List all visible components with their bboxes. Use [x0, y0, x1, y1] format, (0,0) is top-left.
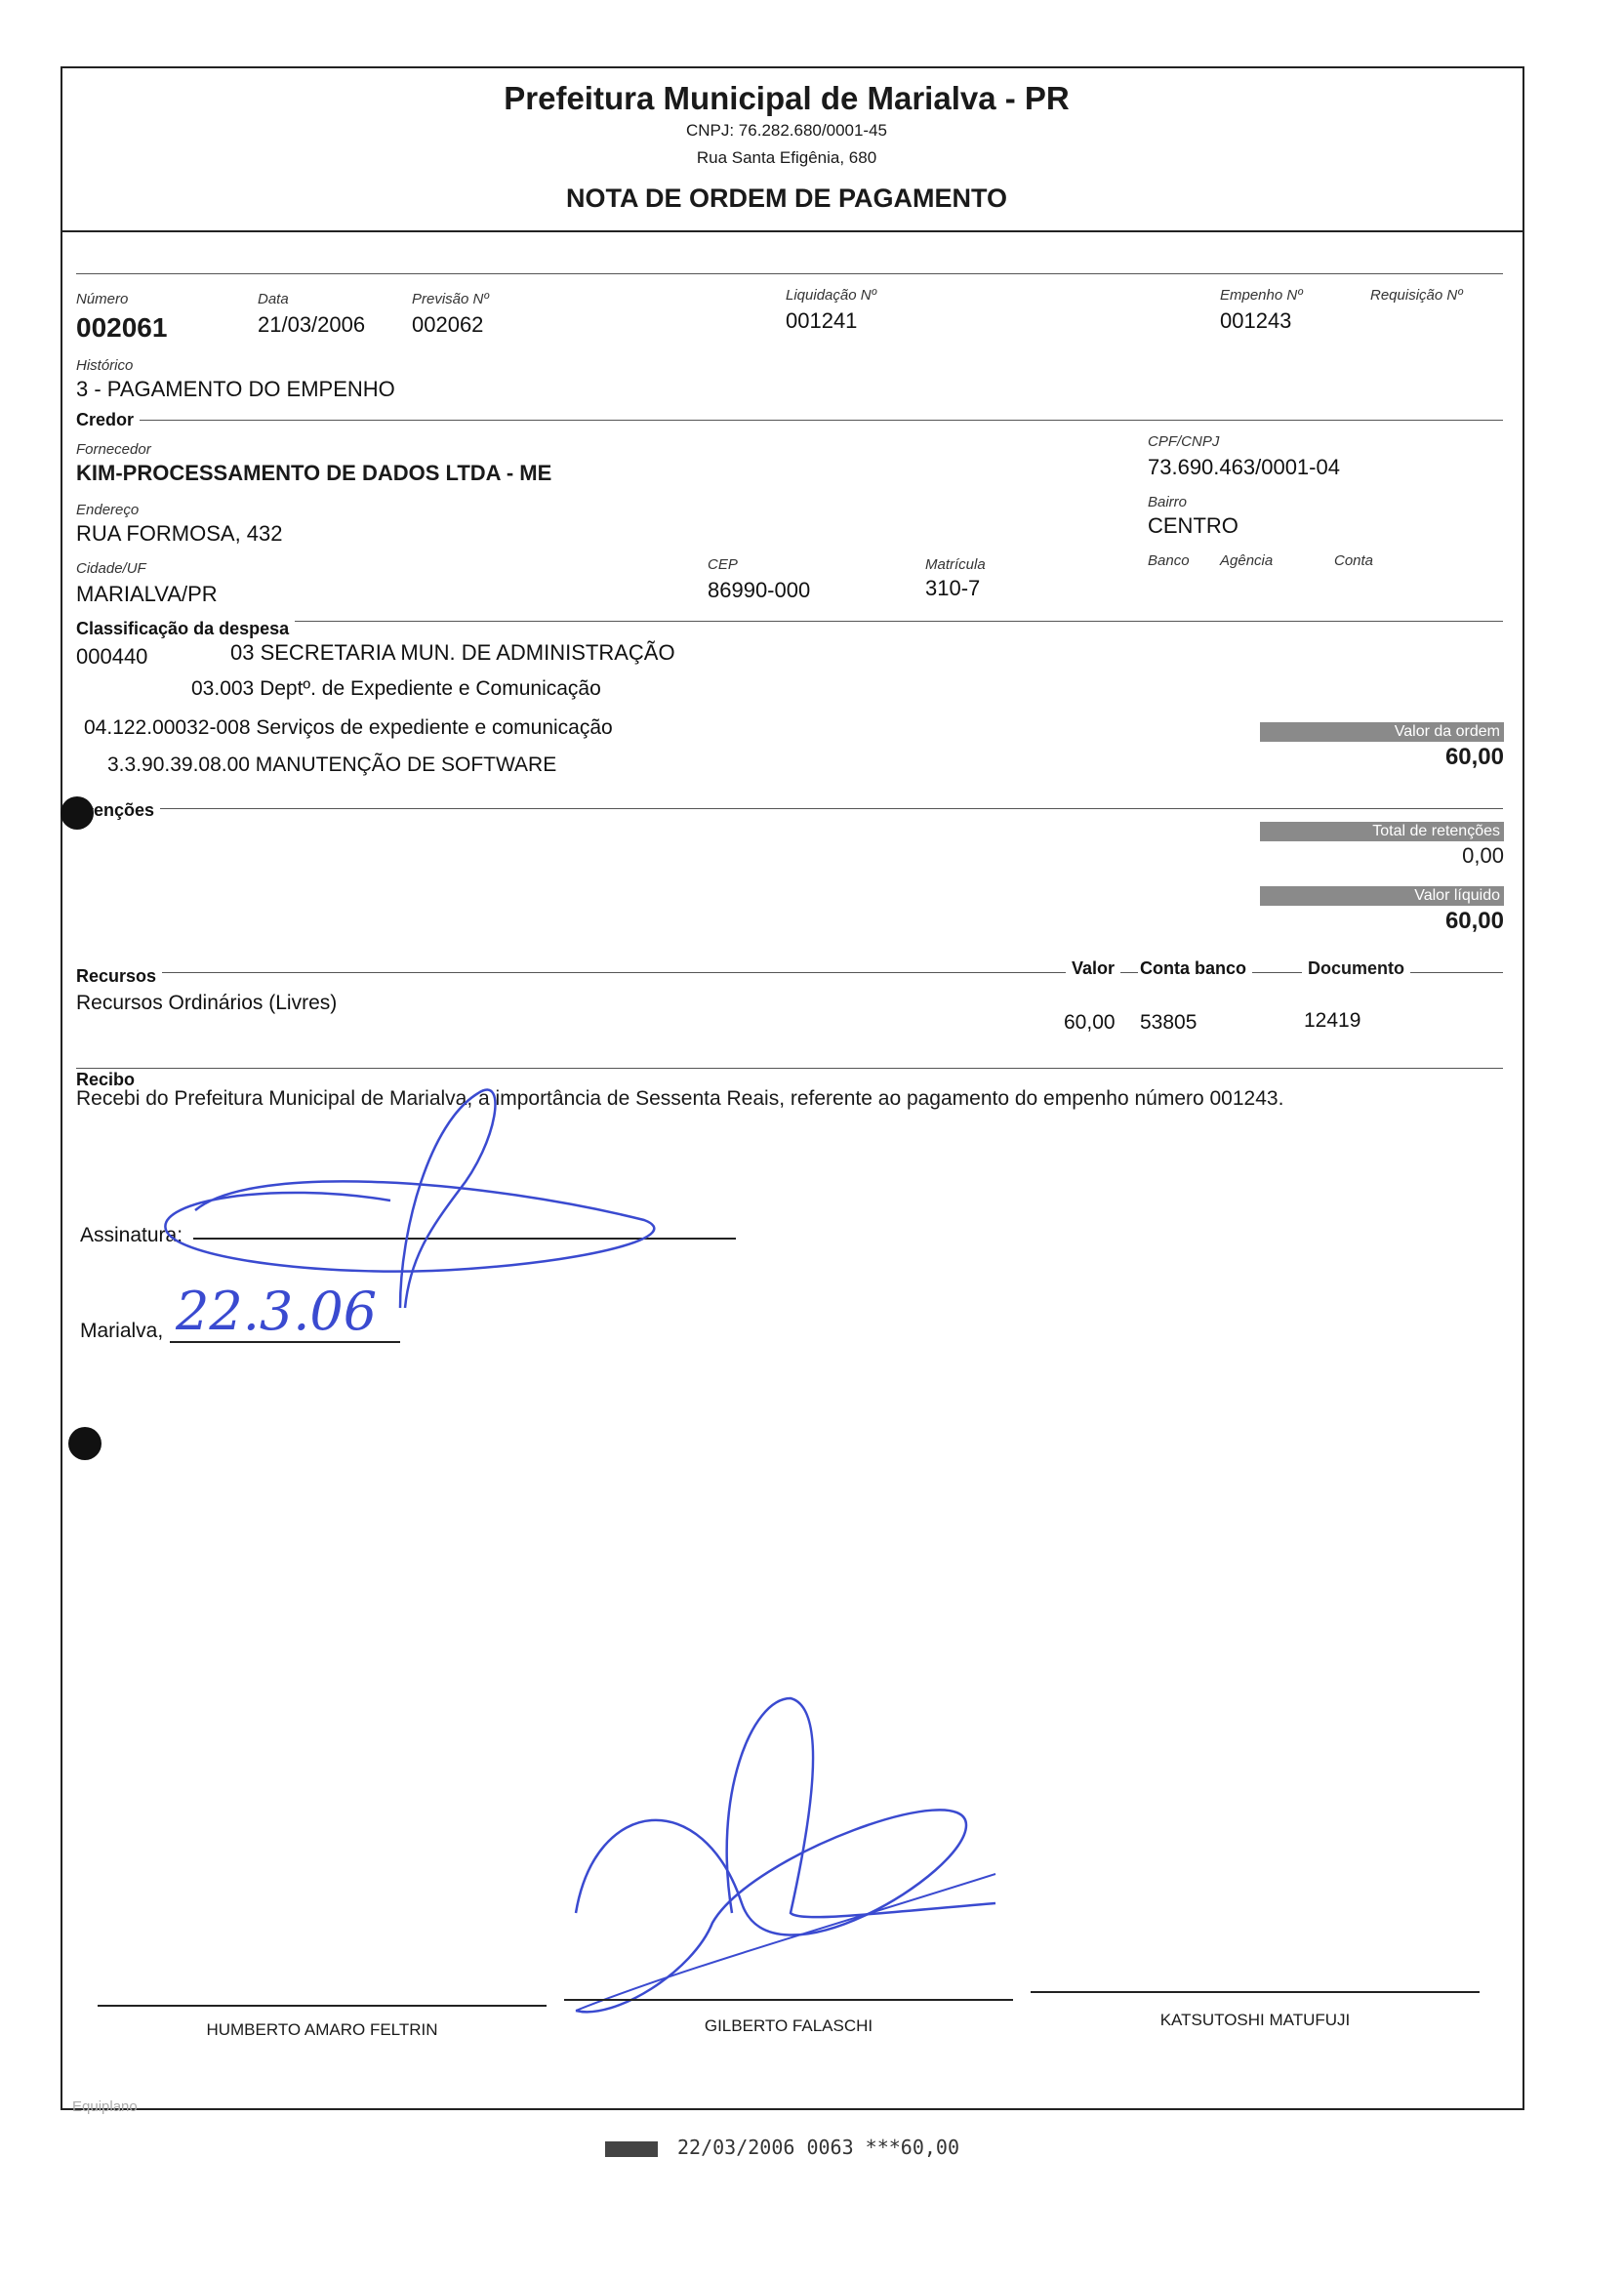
footer-brand: Equiplano — [72, 2098, 138, 2115]
requisicao-label: Requisição Nº — [1370, 287, 1463, 304]
valor-ordem-bar: Valor da ordem — [1260, 722, 1504, 742]
valor-liquido-bar: Valor líquido — [1260, 886, 1504, 906]
classificacao-line-1: 03 SECRETARIA MUN. DE ADMINISTRAÇÃO — [230, 640, 675, 665]
classificacao-line-3: 04.122.00032-008 Serviços de expediente e comunicação — [84, 716, 613, 739]
recibo-signature-svg — [137, 1064, 742, 1318]
cep-label: CEP — [708, 556, 738, 573]
valor-ordem-value: 60,00 — [1444, 744, 1504, 770]
data-value: 21/03/2006 — [258, 312, 366, 337]
matricula-value: 310-7 — [925, 576, 981, 600]
agencia-label: Agência — [1220, 552, 1274, 569]
liquidacao-label: Liquidação Nº — [786, 287, 877, 304]
endereco-value: RUA FORMOSA, 432 — [76, 521, 283, 546]
address-text: Rua Santa Efigênia, 680 — [696, 148, 877, 167]
binder-hole — [61, 796, 94, 830]
numero-value: 002061 — [76, 312, 168, 343]
classificacao-section: Classificação da despesa — [76, 619, 295, 639]
signatory-2: GILBERTO FALASCHI — [704, 2016, 873, 2035]
handwritten-date: 22.3.06 — [176, 1281, 378, 1342]
bottom-signature-svg — [556, 1679, 1015, 2040]
empenho-label: Empenho Nº — [1220, 287, 1303, 304]
signature-line-1 — [98, 2005, 547, 2007]
conta-label: Conta — [1334, 552, 1374, 569]
cnpj-text: CNPJ: 76.282.680/0001-45 — [685, 121, 888, 140]
cpf-label: CPF/CNPJ — [1148, 433, 1220, 450]
matricula-label: Matrícula — [925, 556, 986, 573]
local-label: Marialva, — [80, 1320, 164, 1342]
conta-col-header: Conta banco — [1138, 958, 1252, 979]
cpf-value: 73.690.463/0001-04 — [1148, 455, 1340, 479]
bairro-value: CENTRO — [1148, 513, 1238, 538]
assinatura-label: Assinatura: — [80, 1224, 183, 1246]
classificacao-code: 000440 — [76, 644, 148, 669]
bairro-label: Bairro — [1148, 494, 1188, 510]
fornecedor-value: KIM-PROCESSAMENTO DE DADOS LTDA - ME — [76, 461, 552, 485]
recibo-section: Recibo — [76, 1070, 141, 1090]
recursos-conta: 53805 — [1140, 1011, 1198, 1034]
banco-label: Banco — [1148, 552, 1190, 569]
historico-value: 3 - PAGAMENTO DO EMPENHO — [76, 377, 395, 401]
data-label: Data — [258, 291, 289, 307]
numero-label: Número — [76, 291, 129, 307]
classificacao-line-4: 3.3.90.39.08.00 MANUTENÇÃO DE SOFTWARE — [107, 753, 557, 776]
recursos-valor: 60,00 — [1064, 1011, 1116, 1034]
bottom-signature-tail — [576, 1874, 995, 2011]
stamp-mark — [605, 2141, 658, 2157]
endereco-label: Endereço — [76, 502, 140, 518]
credor-line — [76, 420, 1503, 421]
total-retencoes-bar: Total de retenções — [1260, 822, 1504, 841]
signature-line-3 — [1031, 1991, 1480, 1993]
header-divider — [61, 230, 1524, 232]
recursos-item: Recursos Ordinários (Livres) — [76, 992, 338, 1014]
valor-liquido-value: 60,00 — [1444, 908, 1504, 934]
recursos-section: Recursos — [76, 966, 162, 987]
signatory-3: KATSUTOSHI MATUFUJI — [1159, 2011, 1351, 2029]
total-retencoes-value: 0,00 — [1462, 843, 1504, 868]
recursos-line — [76, 972, 1503, 973]
cidade-label: Cidade/UF — [76, 560, 146, 577]
liquidacao-value: 001241 — [786, 308, 858, 333]
documento-col-header: Documento — [1302, 958, 1410, 979]
signatory-1: HUMBERTO AMARO FELTRIN — [206, 2020, 438, 2039]
previsao-label: Previsão Nº — [412, 291, 489, 307]
fields-top-line — [76, 273, 1503, 274]
recibo-text: Recebi do Prefeitura Municipal de Marialva, a importância de Sessenta Reais, referente ao pagamento do empenho número 001243. — [76, 1087, 1284, 1110]
binder-hole-2 — [68, 1427, 102, 1460]
signature-line-2 — [564, 1999, 1013, 2001]
valor-col-header: Valor — [1066, 958, 1120, 979]
stamp-text: 22/03/2006 0063 ***60,00 — [677, 2136, 959, 2159]
cidade-value: MARIALVA/PR — [76, 582, 218, 606]
cep-value: 86990-000 — [708, 578, 811, 602]
previsao-value: 002062 — [412, 312, 484, 337]
historico-label: Histórico — [76, 357, 134, 374]
bottom-signature-stroke — [727, 1698, 995, 1917]
bank-stamp — [605, 2136, 959, 2159]
classificacao-line-2: 03.003 Deptº. de Expediente e Comunicação — [191, 677, 601, 700]
retencoes-section: enções — [94, 800, 160, 821]
document-title: NOTA DE ORDEM DE PAGAMENTO — [565, 183, 1007, 213]
fornecedor-label: Fornecedor — [76, 441, 151, 458]
empenho-value: 001243 — [1220, 308, 1292, 333]
credor-section: Credor — [76, 410, 140, 430]
page-title: Prefeitura Municipal de Marialva - PR — [504, 80, 1070, 116]
recibo-signature-loop — [400, 1089, 495, 1308]
retencoes-line — [76, 808, 1503, 809]
recursos-documento: 12419 — [1304, 1009, 1361, 1032]
